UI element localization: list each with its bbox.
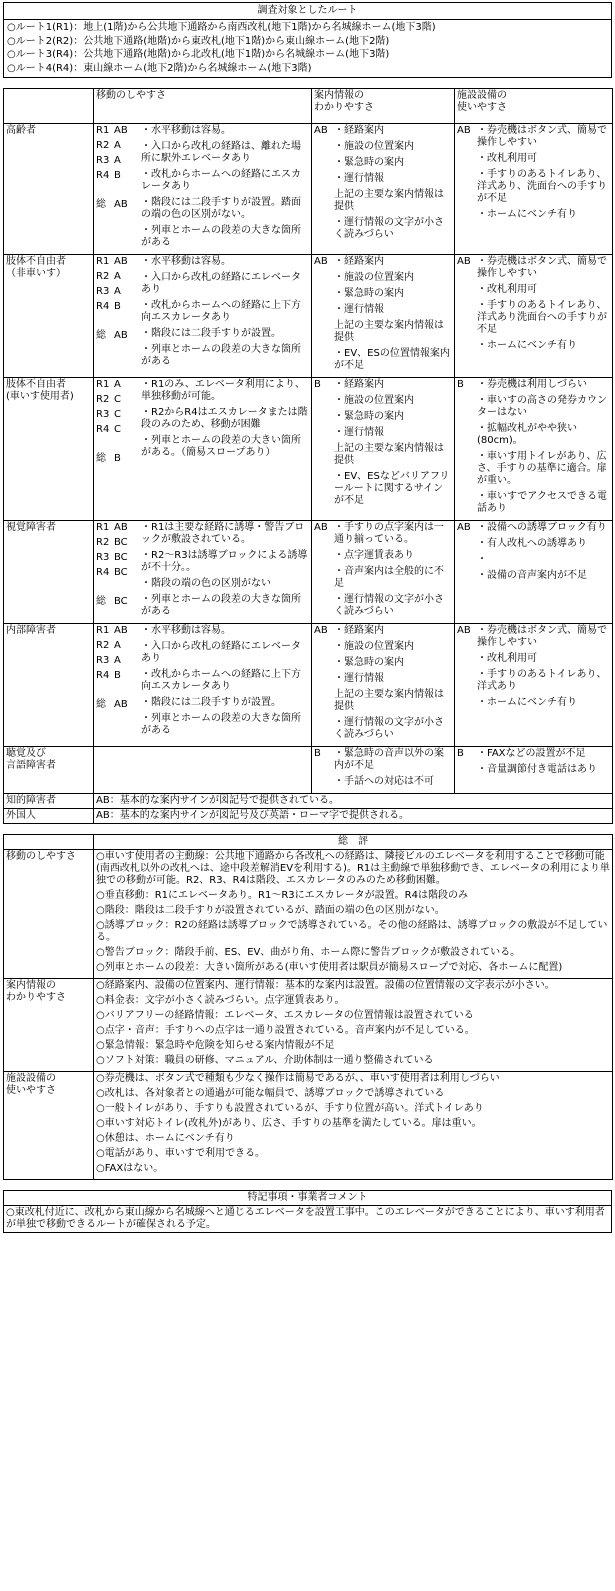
route-grade: C xyxy=(114,408,121,420)
summary-item: ○バリアフリーの経路情報：エレベータ、エスカレータの位置情報は設置されている xyxy=(96,1009,474,1021)
facility-note: ・券売機はボタン式、簡易で操作しやすい xyxy=(477,124,607,148)
eval-row xyxy=(4,377,613,520)
eval-header-3: 施設設備の 使いやすさ xyxy=(455,88,613,123)
route-rating xyxy=(96,640,141,652)
route-rating xyxy=(96,271,141,283)
facility-note: ・改札利用可 xyxy=(477,652,537,664)
notes-title: 特記事項・事業者コメント xyxy=(4,1190,612,1205)
route-ratings xyxy=(96,379,141,468)
route-code: R2 xyxy=(96,393,110,405)
movement-content xyxy=(96,256,309,372)
info-note: ・手話への対応は不可 xyxy=(334,775,434,787)
route-grade: AB xyxy=(114,198,128,210)
facility-cell xyxy=(455,746,613,793)
movement-note: ・階段には二段手すりが設置。踏面の端の色の区別がない。 xyxy=(141,196,301,220)
movement-notes xyxy=(141,522,309,622)
route-rating xyxy=(96,170,141,182)
route-code: R4 xyxy=(96,169,110,181)
route-rating xyxy=(96,625,141,637)
summary-content xyxy=(94,1071,613,1179)
route-code: R2 xyxy=(96,639,110,651)
route-grade: A xyxy=(114,378,121,390)
info-note: ・施設の位置案内 xyxy=(334,271,414,283)
route-code: 総 xyxy=(96,595,106,607)
info-content xyxy=(314,748,452,792)
route-grade: C xyxy=(114,423,121,435)
eval-group-label: 肢体不自由者 （非車いす） xyxy=(4,254,94,377)
facility-note: ・車いすでアクセスできる電話あり xyxy=(477,490,607,514)
route-grade: B xyxy=(114,300,121,312)
summary-row xyxy=(4,849,613,978)
movement-notes xyxy=(141,625,309,741)
route-rating xyxy=(96,409,141,421)
facility-notes xyxy=(477,748,610,780)
facility-note: ・音量調節付き電話はあり xyxy=(477,763,597,775)
route-code: R1 xyxy=(96,521,110,533)
facility-note: ・ xyxy=(477,553,487,565)
route-rating xyxy=(96,670,141,682)
route-code: R3 xyxy=(96,285,110,297)
info-content xyxy=(314,256,452,376)
movement-note: ・列車とホームの段差の大きな箇所がある xyxy=(141,712,301,736)
eval-group-label: 高齢者 xyxy=(4,123,94,254)
route-grade: A xyxy=(114,285,121,297)
route-code: R1 xyxy=(96,378,110,390)
notes-table xyxy=(3,1190,612,1233)
eval-group-label: 聴覚及び 言語障害者 xyxy=(4,746,94,793)
route-rating xyxy=(96,453,141,465)
summary-row xyxy=(4,978,613,1071)
movement-note: ・入口から改札の経路は、離れた場所に駅外エレベータあり xyxy=(141,140,301,164)
route-code: R1 xyxy=(96,255,110,267)
info-notes xyxy=(334,748,452,792)
route-rating xyxy=(96,567,141,579)
route-item: ○ルート3(R4)：公共地下通路(地階)から北改札(地下1階)から名城線ホーム(地下3階) xyxy=(7,49,390,61)
info-note: ・施設の位置案内 xyxy=(334,394,414,406)
info-grade: AB xyxy=(314,124,328,136)
route-grade: B xyxy=(114,169,121,181)
info-note: ・緊急時の案内 xyxy=(334,156,404,168)
routes-list xyxy=(4,19,612,77)
facility-content xyxy=(457,748,610,780)
summary-item: ○料金表：文字が小さく読みづらい。点字運賃表あり。 xyxy=(96,994,345,1006)
facility-note: ・FAXなどの設置が不足 xyxy=(477,747,586,759)
info-note: 上記の主要な案内情報は提供 xyxy=(334,688,444,712)
info-grade: AB xyxy=(314,521,328,533)
route-rating xyxy=(96,301,141,313)
facility-notes xyxy=(477,522,610,586)
info-note: ・EV、ESなどバリアフリールートに関するサインが不足 xyxy=(334,470,450,506)
movement-note: ・R1は主要な経路に誘導・警告ブロックが敷設されている。 xyxy=(141,521,305,545)
facility-note: ・改札利用可 xyxy=(477,152,537,164)
facility-note: ・車いすの高さの発券カウンターはない xyxy=(477,394,607,418)
eval-group-label: 外国人 xyxy=(4,808,94,823)
info-note: ・運行情報 xyxy=(334,303,384,315)
info-notes xyxy=(334,256,452,376)
route-grade: AB xyxy=(114,698,128,710)
eval-wide-text: AB：基本的な案内サインが図記号及び英語・ローマ字で提供される。 xyxy=(94,808,613,823)
info-content xyxy=(314,379,452,511)
route-item: ○ルート1(R1)：地上(1階)から公共地下通路から南西改札(地下1階)から名城線ホーム(地下3階) xyxy=(7,21,436,33)
info-note: ・運行情報 xyxy=(334,426,384,438)
facility-note: ・券売機は利用しづらい xyxy=(477,378,587,390)
eval-group-label: 内部障害者 xyxy=(4,623,94,746)
summary-content xyxy=(94,849,613,978)
route-rating xyxy=(96,394,141,406)
summary-label: 案内情報の わかりやすさ xyxy=(4,978,94,1071)
route-code: R2 xyxy=(96,536,110,548)
facility-note: ・ホームにベンチ有り xyxy=(477,696,577,708)
info-note: ・運行情報 xyxy=(334,672,384,684)
summary-table xyxy=(3,834,613,1180)
info-note: 上記の主要な案内情報は提供 xyxy=(334,319,444,343)
info-content xyxy=(314,125,452,245)
movement-cell xyxy=(94,746,312,793)
movement-note: ・階段の端の色の区別がない xyxy=(141,577,271,589)
facility-grade: B xyxy=(457,747,464,759)
route-grade: AB xyxy=(114,329,128,341)
facility-note: ・券売機はボタン式、簡易で操作しやすい xyxy=(477,255,607,279)
info-notes xyxy=(334,625,452,745)
eval-row xyxy=(4,520,613,623)
route-code: R4 xyxy=(96,423,110,435)
eval-wide-row xyxy=(4,808,613,823)
eval-group-label: 視覚障害者 xyxy=(4,520,94,623)
route-grade: A xyxy=(114,154,121,166)
eval-row xyxy=(4,623,613,746)
movement-cell xyxy=(94,377,312,520)
facility-cell xyxy=(455,123,613,254)
info-note: ・経路案内 xyxy=(334,124,384,136)
movement-content xyxy=(96,379,309,468)
movement-note: ・R1のみ、エレベータ利用により、単独移動が可能。 xyxy=(141,378,305,402)
facility-note: ・改札利用可 xyxy=(477,283,537,295)
summary-item: ○券売機は、ボタン式で種類も少なく操作は簡易であるが、、車いす使用者は利用しづらい xyxy=(96,1072,500,1084)
facility-note: ・車いす用トイレがあり、広さ、手すりの基準に適合。扉が重い。 xyxy=(477,450,607,486)
movement-notes xyxy=(141,125,309,253)
route-code: R4 xyxy=(96,566,110,578)
route-grade: A xyxy=(114,270,121,282)
route-grade: A xyxy=(114,654,121,666)
info-note: ・緊急時の案内 xyxy=(334,287,404,299)
facility-grade: AB xyxy=(457,521,471,533)
route-rating xyxy=(96,537,141,549)
info-note: ・緊急時の音声以外の案内が不足 xyxy=(334,747,444,771)
route-grade: A xyxy=(114,139,121,151)
info-notes xyxy=(334,379,452,511)
route-rating xyxy=(96,552,141,564)
summary-item: ○点字・音声：手すりへの点字は一通り設置されている。音声案内が不足している。 xyxy=(96,1024,475,1036)
facility-note: ・ホームにベンチ有り xyxy=(477,208,577,220)
facility-notes xyxy=(477,625,610,713)
info-grade: AB xyxy=(314,624,328,636)
route-code: R4 xyxy=(96,669,110,681)
route-grade: AB xyxy=(114,521,128,533)
info-cell xyxy=(312,254,455,377)
eval-wide-row xyxy=(4,793,613,808)
route-grade: BC xyxy=(114,536,128,548)
route-rating xyxy=(96,699,141,711)
summary-row xyxy=(4,1071,613,1179)
route-code: R3 xyxy=(96,551,110,563)
route-grade: AB xyxy=(114,624,128,636)
route-rating xyxy=(96,286,141,298)
eval-group-label: 知的障害者 xyxy=(4,793,94,808)
summary-item: ○電話があり、車いすで利用できる。 xyxy=(96,1147,266,1159)
movement-note: ・列車とホームの段差の大きな箇所がある xyxy=(141,343,301,367)
movement-note: ・水平移動は容易。 xyxy=(141,624,231,636)
info-note: ・緊急時の案内 xyxy=(334,656,404,668)
facility-notes xyxy=(477,125,610,225)
summary-item: ○列車とホームの段差：大きい箇所がある(車いす使用者は駅員が簡易スロープで対応、各ホームに配置) xyxy=(96,961,563,973)
eval-wide-text: AB：基本的な案内サインが図記号で提供されている。 xyxy=(94,793,613,808)
facility-note: ・拡幅改札がやや狭い(80cm)。 xyxy=(477,422,577,446)
summary-item: ○車いす対応トイレ(改札外)があり、広さ、手すりの基準を満たしている。扉は重い。 xyxy=(96,1117,482,1129)
route-code: R1 xyxy=(96,124,110,136)
movement-cell xyxy=(94,123,312,254)
info-content xyxy=(314,625,452,745)
route-grade: AB xyxy=(114,124,128,136)
eval-header-0 xyxy=(4,88,94,123)
movement-content xyxy=(96,625,309,741)
route-rating xyxy=(96,596,141,608)
movement-notes xyxy=(141,256,309,372)
info-grade: B xyxy=(314,747,321,759)
facility-grade: AB xyxy=(457,255,471,267)
route-ratings xyxy=(96,522,141,622)
info-note: ・運行情報の文字が小さく読みづらい xyxy=(334,216,444,240)
evaluation-table xyxy=(3,88,613,824)
info-note: ・緊急時の案内 xyxy=(334,410,404,422)
facility-grade: B xyxy=(457,378,464,390)
facility-note: ・手すりのあるトイレあり、洋式あり洗面台への手すりが不足 xyxy=(477,299,607,335)
info-note: ・点字運賃表あり xyxy=(334,549,414,561)
route-ratings xyxy=(96,125,141,253)
facility-content xyxy=(457,379,610,519)
info-note: ・経路案内 xyxy=(334,255,384,267)
route-rating xyxy=(96,199,141,211)
route-grade: BC xyxy=(114,566,128,578)
route-code: R4 xyxy=(96,300,110,312)
summary-item: ○誘導ブロック：R2の経路は誘導ブロックで誘導されている。その他の経路は、誘導ブロックの敷設が不足している。 xyxy=(96,919,608,943)
route-grade: BC xyxy=(114,595,128,607)
summary-item: ○一般トイレがあり、手すりも設置されているが、手すり位置が高い。洋式トイレあり xyxy=(96,1102,484,1114)
info-notes xyxy=(334,522,452,622)
info-grade: B xyxy=(314,378,321,390)
info-note: ・運行情報の文字が小さく読みづらい xyxy=(334,716,444,740)
route-rating xyxy=(96,655,141,667)
facility-grade: AB xyxy=(457,624,471,636)
route-rating xyxy=(96,125,141,137)
movement-note: ・列車とホームの段差の大きな箇所がある xyxy=(141,593,301,617)
movement-note: ・R2からR4はエスカレータまたは階段のみのため、移動が困難 xyxy=(141,406,308,430)
facility-notes xyxy=(477,256,610,356)
movement-note: ・入口から改札の経路にエレベータあり xyxy=(141,640,301,664)
route-code: 総 xyxy=(96,452,106,464)
route-rating xyxy=(96,330,141,342)
info-note: ・経路案内 xyxy=(334,378,384,390)
route-code: R2 xyxy=(96,139,110,151)
route-code: 総 xyxy=(96,698,106,710)
facility-content xyxy=(457,522,610,586)
info-note: ・EV、ESの位置情報案内が不足 xyxy=(334,347,450,371)
info-cell xyxy=(312,623,455,746)
movement-note: ・列車とホームの段差の大きな箇所がある xyxy=(141,224,301,248)
movement-notes xyxy=(141,379,309,468)
movement-note: ・水平移動は容易。 xyxy=(141,124,231,136)
facility-notes xyxy=(477,379,610,519)
summary-item: ○休憩は、ホームにベンチ有り xyxy=(96,1132,235,1144)
route-rating xyxy=(96,140,141,152)
info-cell xyxy=(312,746,455,793)
routes-table xyxy=(3,2,612,78)
route-rating xyxy=(96,379,141,391)
info-note: ・音声案内は全般的に不足 xyxy=(334,565,444,589)
notes-text: ○東改札付近に、改札から東山線から名城線へと通じるエレベータを設置工事中。このエレベータができることにより、車いす利用者が単独で移動できるルートが確保される予定。 xyxy=(4,1205,612,1232)
summary-item: ○緊急情報：緊急時や危険を知らせる案内情報が不足 xyxy=(96,1039,335,1051)
movement-note: ・水平移動は容易。 xyxy=(141,255,231,267)
info-content xyxy=(314,522,452,622)
info-note: ・経路案内 xyxy=(334,624,384,636)
movement-content xyxy=(96,125,309,253)
route-item: ○ルート4(R4)：東山線ホーム(地下2階)から名城線ホーム(地下3階) xyxy=(7,63,312,75)
eval-row xyxy=(4,123,613,254)
facility-content xyxy=(457,125,610,225)
route-rating xyxy=(96,155,141,167)
eval-group-label: 肢体不自由者 (車いす使用者) xyxy=(4,377,94,520)
info-note: ・手すりの点字案内は一通り揃っている。 xyxy=(334,521,444,545)
route-item: ○ルート2(R2)：公共地下通路(地階)から東改札(地下1階)から東山線ホーム(地下2階) xyxy=(7,35,390,47)
summary-label: 移動のしやすさ xyxy=(4,849,94,978)
info-note: 上記の主要な案内情報は提供 xyxy=(334,188,444,212)
route-ratings xyxy=(96,256,141,372)
info-notes xyxy=(334,125,452,245)
route-code: R1 xyxy=(96,624,110,636)
route-code: R3 xyxy=(96,408,110,420)
facility-cell xyxy=(455,520,613,623)
summary-item: ○警告ブロック：階段手前、ES、EV、曲がり角、ホーム際に警告ブロックが敷設されている。 xyxy=(96,946,521,958)
route-code: 総 xyxy=(96,198,106,210)
info-grade: AB xyxy=(314,255,328,267)
summary-title: 総 評 xyxy=(94,834,613,849)
route-code: R3 xyxy=(96,654,110,666)
summary-item: ○経路案内、設備の位置案内、運行情報：基本的な案内は設置。設備の位置情報の文字表示が小さい。 xyxy=(96,979,555,991)
facility-note: ・有人改札への誘導あり xyxy=(477,537,587,549)
route-grade: BC xyxy=(114,551,128,563)
route-rating xyxy=(96,424,141,436)
eval-row xyxy=(4,746,613,793)
summary-item: ○FAXはない。 xyxy=(96,1162,164,1174)
info-cell xyxy=(312,377,455,520)
movement-note: ・階段には二段手すりが設置。 xyxy=(141,696,281,708)
movement-note: ・階段には二段手すりが設置。 xyxy=(141,327,281,339)
movement-note: ・改札からホームへの経路に上下方向エスカレータあり xyxy=(141,668,301,692)
facility-content xyxy=(457,256,610,356)
summary-item: ○改札は、各対象者との通過が可能な幅員で、誘導ブロックで誘導されている xyxy=(96,1087,445,1099)
movement-cell xyxy=(94,623,312,746)
route-rating xyxy=(96,522,141,534)
movement-note: ・R2～R3は誘導ブロックによる誘導が不十分。。 xyxy=(141,549,308,573)
info-note: ・施設の位置案内 xyxy=(334,140,414,152)
route-code: R2 xyxy=(96,270,110,282)
info-note: ・運行情報の文字が小さく読みづらい xyxy=(334,593,444,617)
info-note: ・施設の位置案内 xyxy=(334,640,414,652)
summary-item: ○ソフト対策：職員の研修、マニュアル、介助体制は一通り整備されている xyxy=(96,1054,434,1066)
facility-note: ・手すりのあるトイレあり、洋式あり、洗面台への手すりが不足 xyxy=(477,168,607,204)
facility-cell xyxy=(455,623,613,746)
movement-cell xyxy=(94,254,312,377)
eval-header-row xyxy=(4,88,613,123)
route-grade: B xyxy=(114,669,121,681)
summary-item: ○階段：階段は二段手すりが設置されているが、踏面の端の色の区別がない。 xyxy=(96,904,445,916)
movement-note: ・改札からホームへの経路にエスカレータあり xyxy=(141,168,301,192)
summary-label: 施設設備の 使いやすさ xyxy=(4,1071,94,1179)
route-code: 総 xyxy=(96,329,106,341)
info-cell xyxy=(312,520,455,623)
movement-note: ・改札からホームへの経路に上下方向エスカレータあり xyxy=(141,299,301,323)
info-cell xyxy=(312,123,455,254)
facility-note: ・手すりのあるトイレあり、洋式あり xyxy=(477,668,607,692)
movement-note: ・列車とホームの段差の大きい箇所がある。（簡易スロープあり） xyxy=(141,434,301,458)
summary-content xyxy=(94,978,613,1071)
route-code: R3 xyxy=(96,154,110,166)
route-grade: C xyxy=(114,393,121,405)
route-ratings xyxy=(96,625,141,741)
info-note: 上記の主要な案内情報は提供 xyxy=(334,442,444,466)
movement-content xyxy=(96,522,309,622)
movement-note: ・入口から改札の経路にエレベータあり xyxy=(141,271,301,295)
route-grade: AB xyxy=(114,255,128,267)
info-note: ・運行情報 xyxy=(334,172,384,184)
movement-cell xyxy=(94,520,312,623)
facility-note: ・設備への誘導ブロック有り xyxy=(477,521,607,533)
facility-grade: AB xyxy=(457,124,471,136)
summary-item: ○垂直移動：R1にエレベータあり。R1～R3にエスカレータが設置。R4は階段のみ xyxy=(96,889,468,901)
routes-title: 調査対象としたルート xyxy=(4,3,612,20)
facility-cell xyxy=(455,254,613,377)
facility-content xyxy=(457,625,610,713)
eval-header-1: 移動のしやすさ xyxy=(94,88,312,123)
eval-row xyxy=(4,254,613,377)
facility-note: ・券売機はボタン式、簡易で操作しやすい xyxy=(477,624,607,648)
route-grade: B xyxy=(114,452,121,464)
summary-item: ○車いす使用者の主動線：公共地下通路から各改札への経路は、隣接ビルのエレベータを利用することで移動可能(南西改札以外の改札へは、途中段差解消EVを利用する)。R1は主動線で単独移動でき、エレベータの利用により単独での移動が可能。R2、R3、R4は階段、エスカレータのみのため移動困難。 xyxy=(96,850,610,886)
facility-note: ・ホームにベンチ有り xyxy=(477,339,577,351)
route-grade: A xyxy=(114,639,121,651)
eval-header-2: 案内情報の わかりやすさ xyxy=(312,88,455,123)
facility-cell xyxy=(455,377,613,520)
facility-note: ・設備の音声案内が不足 xyxy=(477,569,587,581)
route-rating xyxy=(96,256,141,268)
